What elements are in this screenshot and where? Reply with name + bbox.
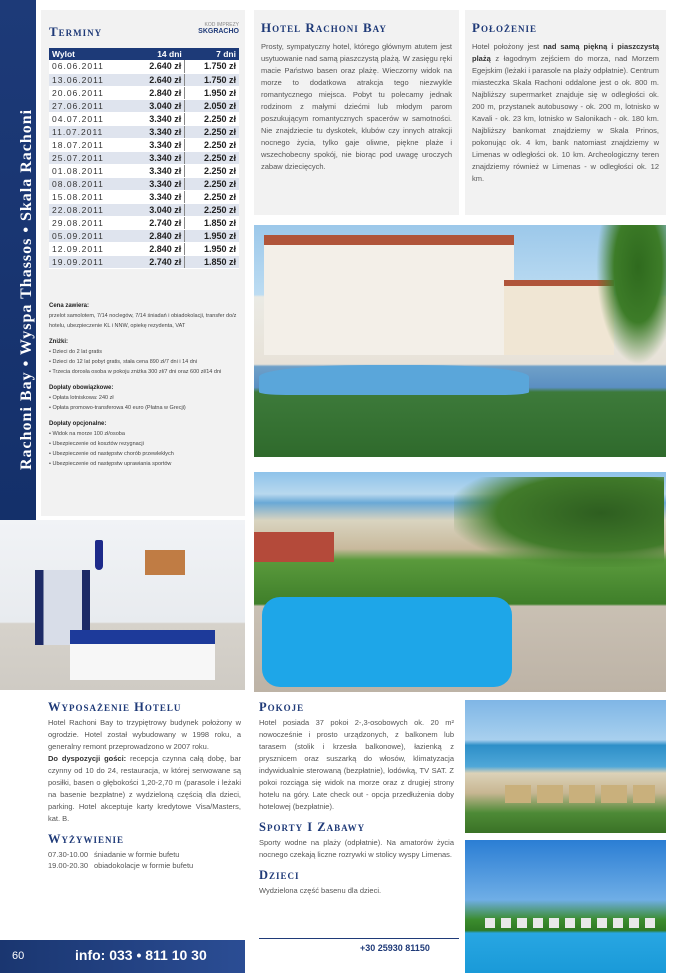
- row-price-14: 3.340 zł: [131, 138, 185, 151]
- hotel-panel: [254, 10, 459, 215]
- table-row: [49, 229, 239, 242]
- terminy-title: Terminy: [49, 24, 103, 39]
- table-row: [49, 242, 239, 255]
- dysp-heading: Do dyspozycji gości:: [48, 754, 127, 763]
- pool-sea-photo: [465, 840, 666, 973]
- table-row: [49, 99, 239, 112]
- table-row: [49, 112, 239, 125]
- table-row: [49, 216, 239, 229]
- row-price-14: 2.740 zł: [131, 216, 185, 229]
- facilities-section: [48, 700, 241, 871]
- trees: [454, 477, 664, 567]
- footer-bar: [0, 940, 245, 973]
- row-price-7: 2.250 zł: [185, 125, 239, 138]
- pool: [259, 365, 529, 395]
- code-label: KOD IMPREZY: [204, 22, 239, 28]
- header-date: Wylot: [49, 48, 131, 60]
- row-date: 25.07.2011: [49, 151, 131, 164]
- terminy-panel: [41, 10, 245, 516]
- roof: [254, 532, 334, 562]
- row-date: 11.07.2011: [49, 125, 131, 138]
- row-date: 18.07.2011: [49, 138, 131, 151]
- header-7: 7 dni: [185, 48, 239, 60]
- list-item: • Opłata promowo-transferowa 40 euro (Płatna w Grecji): [49, 403, 239, 413]
- meal-label: obiadokolacje w formie bufetu: [94, 861, 194, 870]
- row-price-7: 2.050 zł: [185, 99, 239, 112]
- header-14: 14 dni: [131, 48, 185, 60]
- row-price-14: 3.040 zł: [131, 203, 185, 216]
- row-date: 13.06.2011: [49, 73, 131, 86]
- row-price-14: 3.340 zł: [131, 151, 185, 164]
- row-date: 20.06.2011: [49, 86, 131, 99]
- row-price-7: 1.950 zł: [185, 229, 239, 242]
- row-date: 22.08.2011: [49, 203, 131, 216]
- kids-text: Wydzielona część basenu dla dzieci.: [259, 886, 382, 895]
- pool: [262, 597, 512, 687]
- umbrellas: [505, 785, 655, 803]
- meals-title: Wyżywienie: [48, 832, 125, 846]
- row-price-14: 3.340 zł: [131, 177, 185, 190]
- price-info: [49, 295, 239, 469]
- table-row: [49, 86, 239, 99]
- kids-title: Dzieci: [259, 868, 300, 882]
- meal-label: śniadanie w formie bufetu: [94, 850, 180, 859]
- row-price-7: 1.850 zł: [185, 255, 239, 268]
- row-price-14: 2.840 zł: [131, 86, 185, 99]
- hotel-phone: +30 25930 81150: [360, 943, 430, 953]
- terminy-header: [49, 18, 239, 44]
- price-table: [49, 48, 239, 269]
- list-item: • Widok na morze 100 zł/osoba: [49, 429, 239, 439]
- wall-picture: [145, 550, 185, 575]
- hotel-photo: [254, 225, 666, 457]
- pool-beach-photo: [254, 472, 666, 692]
- sports-text: Sporty wodne na plaży (odpłatnie). Na amatorów życia nocnego czekają liczne rozrywki w stolicy wyspy Limenas.: [259, 838, 454, 859]
- row-date: 19.09.2011: [49, 255, 131, 268]
- facilities-dysp: [48, 753, 241, 825]
- cena-heading: Cena zawiera:: [49, 303, 90, 309]
- facilities-text: Hotel Rachoni Bay to trzypiętrowy budynek położony w ogrodzie. Hotel został wybudowany w 1998 roku, a generalny remont przeprowadzono w 2007 roku.: [48, 718, 241, 751]
- row-price-7: 1.950 zł: [185, 86, 239, 99]
- row-date: 05.09.2011: [49, 229, 131, 242]
- table-row: [49, 125, 239, 138]
- meal-row: [48, 860, 241, 871]
- list-item: • Dzieci do 2 lat gratis: [49, 347, 239, 357]
- beach-umbrellas-photo: [465, 700, 666, 833]
- location-title: Położenie: [472, 20, 537, 35]
- row-date: 29.08.2011: [49, 216, 131, 229]
- table-row: [49, 151, 239, 164]
- row-price-7: 1.950 zł: [185, 242, 239, 255]
- opcj-heading: Dopłaty opcjonalne:: [49, 421, 107, 427]
- meal-time: 07.30-10.00: [48, 850, 89, 859]
- meal-time: 19.00-20.30: [48, 861, 89, 870]
- hotel-title: Hotel Rachoni Bay: [261, 20, 387, 35]
- row-price-14: 3.340 zł: [131, 190, 185, 203]
- row-price-7: 2.250 zł: [185, 177, 239, 190]
- price-table-header: [49, 48, 239, 60]
- table-row: [49, 60, 239, 73]
- row-price-14: 2.840 zł: [131, 242, 185, 255]
- znizki-heading: Zniżki:: [49, 339, 68, 345]
- row-price-7: 2.250 zł: [185, 190, 239, 203]
- list-item: • Dzieci do 12 lat pobyt gratis, stała cena 890 zł/7 dni i 14 dni: [49, 357, 239, 367]
- table-row: [49, 73, 239, 86]
- location-text-c: z łagodnym zejściem do morza, nad Morzem Egejskim (leżaki i parasole na plaży odpłatnie). Centrum miasteczka Skala Rachoni oddalone jest o ok. 800 m. Najbliższy supermarket znajduje się w odległości ok. 200 m, przystanek autobusowy - ok. 200 m, lotnisko w Kavali - ok. 23 km, lotnisko w Salonikach - ok. 180 km. Najbliższy bankomat znajdziemy w Skala Prinos, pokonując ok. 4 km, bank natomiast znajdziemy w Limenas w odległości ok. 10 km. Archeologiczny teren znajdziemy również w Limenas - w odległości ok. 12 km.: [472, 54, 659, 183]
- row-price-14: 2.640 zł: [131, 73, 185, 86]
- row-date: 04.07.2011: [49, 112, 131, 125]
- row-price-7: 2.250 zł: [185, 203, 239, 216]
- row-date: 15.08.2011: [49, 190, 131, 203]
- list-item: • Trzecia dorosła osoba w pokoju zniżka 300 zł/7 dni oraz 600 zł/14 dni: [49, 367, 239, 377]
- row-price-14: 2.740 zł: [131, 255, 185, 268]
- location-panel: [465, 10, 666, 215]
- row-price-7: 1.750 zł: [185, 60, 239, 73]
- sidebar-band: [0, 0, 36, 520]
- row-price-7: 1.750 zł: [185, 73, 239, 86]
- row-price-7: 1.850 zł: [185, 216, 239, 229]
- hotel-text: Prosty, sympatyczny hotel, którego głównym atutem jest usytuowanie nad samą piaszczystą plażą. W zasięgu ręki macie Państwo basen oraz plażę. Wieczorny widok na morze to dodatkowa atrakcja tego niezwykle romantycznego miejsca. Pobyt tu polecamy jednak rodzinom z małymi dziećmi lub młodym parom poszukującym romantycznych spacerów w samotności. Nie znajdziecie tu dyskotek, klubów czy innych atrakcji nocnego życia, tylko gaje oliwne, piękne plaże i wszechobecny spokój, nie biorąc pod uwagę uroczych zabaw dziecięcych.: [261, 42, 452, 171]
- page-number: 60: [12, 950, 25, 962]
- cena-text: przelot samolotem, 7/14 noclegów, 7/14 śniadań i obiadokolacji, transfer do/z hotelu, ubezpieczenie KL i NNW, opiekę rezydenta, VAT: [49, 313, 237, 329]
- row-price-14: 3.340 zł: [131, 112, 185, 125]
- table-row: [49, 177, 239, 190]
- row-date: 27.06.2011: [49, 99, 131, 112]
- table-row: [49, 164, 239, 177]
- obow-heading: Dopłaty obowiązkowe:: [49, 385, 114, 391]
- list-item: • Ubezpieczenie od następstw uprawiania sportów: [49, 459, 239, 469]
- location-text-bold: nad samą piękną i piaszczystą plażą: [472, 42, 659, 63]
- room-photo: [0, 520, 245, 690]
- rooms-section: [259, 700, 454, 897]
- location-text-a: Hotel położony jest: [472, 42, 544, 51]
- footer-divider: [259, 938, 459, 939]
- row-price-7: 2.250 zł: [185, 164, 239, 177]
- sidebar-title: Rachoni Bay • Wyspa Thassos • Skala Rachoni: [18, 108, 35, 470]
- list-item: • Ubezpieczenie od kosztów rezygnacji: [49, 439, 239, 449]
- table-row: [49, 190, 239, 203]
- row-date: 08.08.2011: [49, 177, 131, 190]
- row-date: 12.09.2011: [49, 242, 131, 255]
- sports-title: Sporty I Zabawy: [259, 820, 366, 834]
- code-value: SKGRACHO: [198, 28, 239, 35]
- dysp-text: recepcja czynna całą dobę, bar czynny od 10 do 24, restauracja, w której serwowane są posiłki, basen o głębokości 1,20-2,70 m (parasole i leżaki na basenie bezpłatne) z wydzieloną częścią dla dzieci, parking. Hotel akceptuje karty kredytowe Visa/Masters, kat. B.: [48, 754, 241, 823]
- table-row: [49, 203, 239, 216]
- rooms-title: Pokoje: [259, 700, 305, 714]
- palm-tree: [596, 225, 666, 365]
- sunbeds: [485, 918, 655, 928]
- list-item: • Ubezpieczenie od następstw chorób przewlekłych: [49, 449, 239, 459]
- rooms-text: Hotel posiada 37 pokoi 2-,3-osobowych ok. 20 m² nowocześnie i prosto urządzonych, z balkonem lub tarasem (stolik i krzesła balkonowe), łazienką z prysznicem oraz suszarką do włosów, klimatyzacja indywidualnie sterowaną (bezpłatnie), lodówką, TV SAT. Z pokoi rozciąga się widok na morze oraz z drugiej strony hotelu na góry. Late check out - opcja przedłużenia doby hotelowej (bezpłatnie).: [259, 718, 454, 811]
- row-price-7: 2.250 zł: [185, 151, 239, 164]
- facilities-title: Wyposażenie Hotelu: [48, 700, 182, 714]
- row-date: 01.08.2011: [49, 164, 131, 177]
- meal-row: [48, 849, 241, 860]
- row-price-14: 2.840 zł: [131, 229, 185, 242]
- row-date: 06.06.2011: [49, 60, 131, 73]
- table-row: [49, 255, 239, 268]
- hotel-building: [264, 235, 514, 355]
- row-price-14: 3.340 zł: [131, 164, 185, 177]
- row-price-14: 2.640 zł: [131, 60, 185, 73]
- row-price-7: 2.250 zł: [185, 138, 239, 151]
- row-price-7: 2.250 zł: [185, 112, 239, 125]
- location-text: [472, 41, 659, 185]
- lamp: [95, 540, 103, 570]
- list-item: • Opłata lotniskowa: 240 zł: [49, 393, 239, 403]
- row-price-14: 3.340 zł: [131, 125, 185, 138]
- beds: [70, 630, 215, 680]
- info-phone: info: 033 • 811 10 30: [75, 947, 207, 963]
- table-row: [49, 138, 239, 151]
- row-price-14: 3.040 zł: [131, 99, 185, 112]
